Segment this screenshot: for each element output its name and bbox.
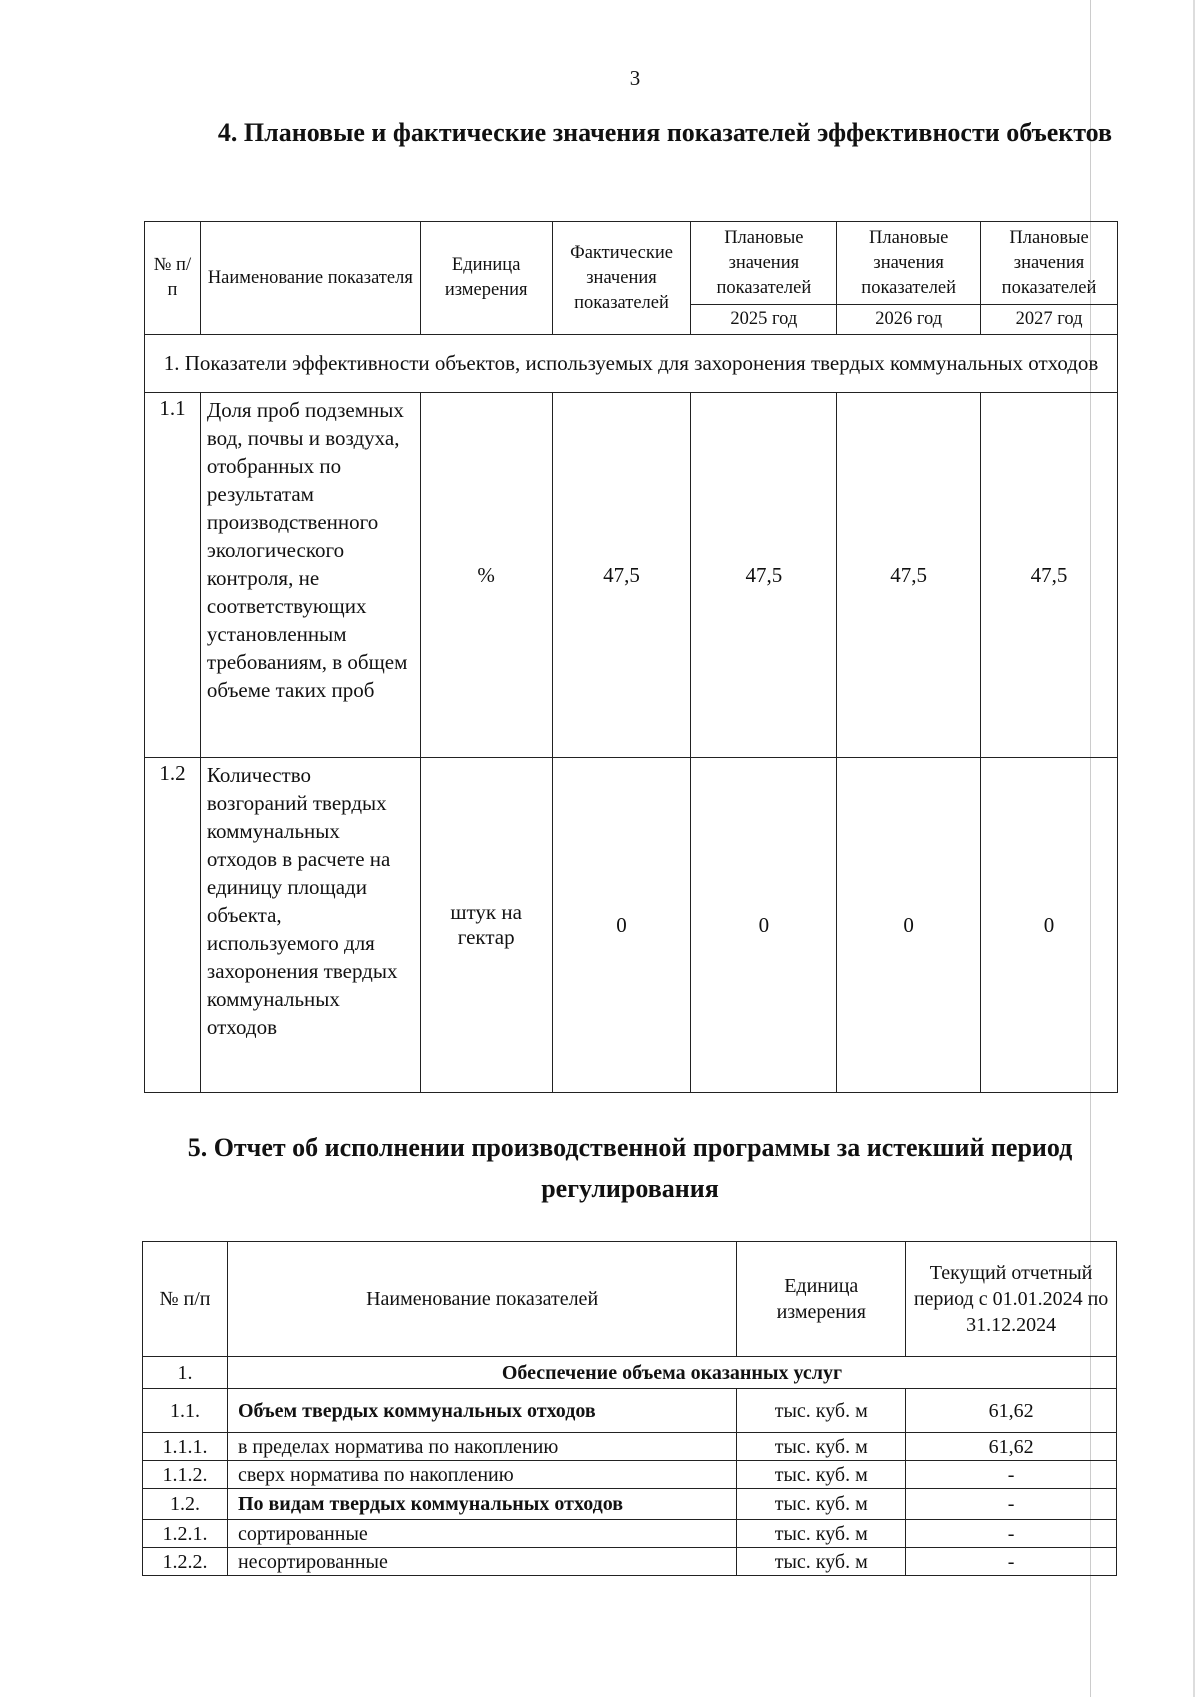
table-row — [145, 758, 1118, 1093]
row-num: 1.1. — [143, 1389, 228, 1433]
row-value: 61,62 — [906, 1389, 1117, 1433]
row-2025: 0 — [691, 758, 837, 1093]
table-row — [145, 393, 1118, 758]
year-2026: 2026 год — [837, 305, 981, 335]
table-row — [143, 1461, 1117, 1489]
row-name: в пределах норматива по накоплению — [227, 1433, 736, 1461]
col-header-plan-2027: Плановые значения показателей — [981, 222, 1118, 305]
row-fact: 0 — [552, 758, 691, 1093]
year-2025: 2025 год — [691, 305, 837, 335]
year-2027: 2027 год — [981, 305, 1118, 335]
efficiency-indicators-table — [144, 221, 1118, 1093]
col-header-num: № п/п — [145, 222, 201, 335]
row-name: Доля проб подземных вод, почвы и воздуха, отобранных по результатам производственного экологического контроля, не соответствующих установленным требованиям, в общем объеме таких проб — [200, 393, 420, 758]
row-num: 1.2.1. — [143, 1520, 228, 1548]
row-unit: штук на гектар — [420, 758, 552, 1093]
table-row — [143, 1433, 1117, 1461]
row-2027: 0 — [981, 758, 1118, 1093]
row-unit: % — [420, 393, 552, 758]
row-num: 1.1.2. — [143, 1461, 228, 1489]
table-header-row — [143, 1242, 1117, 1357]
row-unit: тыс. куб. м — [737, 1461, 906, 1489]
row-2026: 0 — [837, 758, 981, 1093]
row-value: - — [906, 1520, 1117, 1548]
row-name: несортированные — [227, 1548, 736, 1576]
col-header-fact: Фактические значения показателей — [552, 222, 691, 335]
col-header-unit: Единица измерения — [737, 1242, 906, 1357]
row-name: Объем твердых коммунальных отходов — [227, 1389, 736, 1433]
row-unit: тыс. куб. м — [737, 1433, 906, 1461]
row-num: 1.2.2. — [143, 1548, 228, 1576]
col-header-num: № п/п — [143, 1242, 228, 1357]
row-num: 1.2 — [145, 758, 201, 1093]
row-num: 1.1 — [145, 393, 201, 758]
row-unit: тыс. куб. м — [737, 1520, 906, 1548]
col-header-period: Текущий отчетный период с 01.01.2024 по 31.12.2024 — [906, 1242, 1117, 1357]
row-2026: 47,5 — [837, 393, 981, 758]
row-num: 1.1.1. — [143, 1433, 228, 1461]
table-header-row — [145, 222, 1118, 305]
row-name: Количество возгораний твердых коммунальных отходов в расчете на единицу площади объекта, используемого для захоронения твердых коммунальных отходов — [200, 758, 420, 1093]
row-2027: 47,5 — [981, 393, 1118, 758]
table-row — [143, 1389, 1117, 1433]
row-unit: тыс. куб. м — [737, 1489, 906, 1520]
row-unit: тыс. куб. м — [737, 1548, 906, 1576]
section-row-num: 1. — [143, 1357, 228, 1389]
col-header-name: Наименование показателя — [200, 222, 420, 335]
section-row — [143, 1357, 1117, 1389]
table-row — [143, 1489, 1117, 1520]
row-name: По видам твердых коммунальных отходов — [227, 1489, 736, 1520]
section-5-title: 5. Отчет об исполнении производственной программы за истекший период регулирования — [187, 1133, 1073, 1203]
section-4-title: 4. Плановые и фактические значения показателей эффективности объектов — [217, 118, 1113, 147]
row-value: - — [906, 1548, 1117, 1576]
row-value: 61,62 — [906, 1433, 1117, 1461]
row-num: 1.2. — [143, 1489, 228, 1520]
col-header-name: Наименование показателей — [227, 1242, 736, 1357]
col-header-unit: Единица измерения — [420, 222, 552, 335]
group-title-row — [145, 335, 1118, 393]
table-row — [143, 1548, 1117, 1576]
row-fact: 47,5 — [552, 393, 691, 758]
row-2025: 47,5 — [691, 393, 837, 758]
col-header-plan-2025: Плановые значения показателей — [691, 222, 837, 305]
row-name: сверх норматива по накоплению — [227, 1461, 736, 1489]
row-value: - — [906, 1489, 1117, 1520]
page-number: 3 — [629, 66, 641, 90]
group-title: 1. Показатели эффективности объектов, используемых для захоронения твердых коммунальных отходов — [145, 335, 1118, 393]
row-name: сортированные — [227, 1520, 736, 1548]
table-row — [143, 1520, 1117, 1548]
row-value: - — [906, 1461, 1117, 1489]
program-report-table — [142, 1241, 1117, 1576]
scan-edge-line-right — [1193, 0, 1195, 1697]
row-unit: тыс. куб. м — [737, 1389, 906, 1433]
col-header-plan-2026: Плановые значения показателей — [837, 222, 981, 305]
section-row-name: Обеспечение объема оказанных услуг — [227, 1357, 1116, 1389]
